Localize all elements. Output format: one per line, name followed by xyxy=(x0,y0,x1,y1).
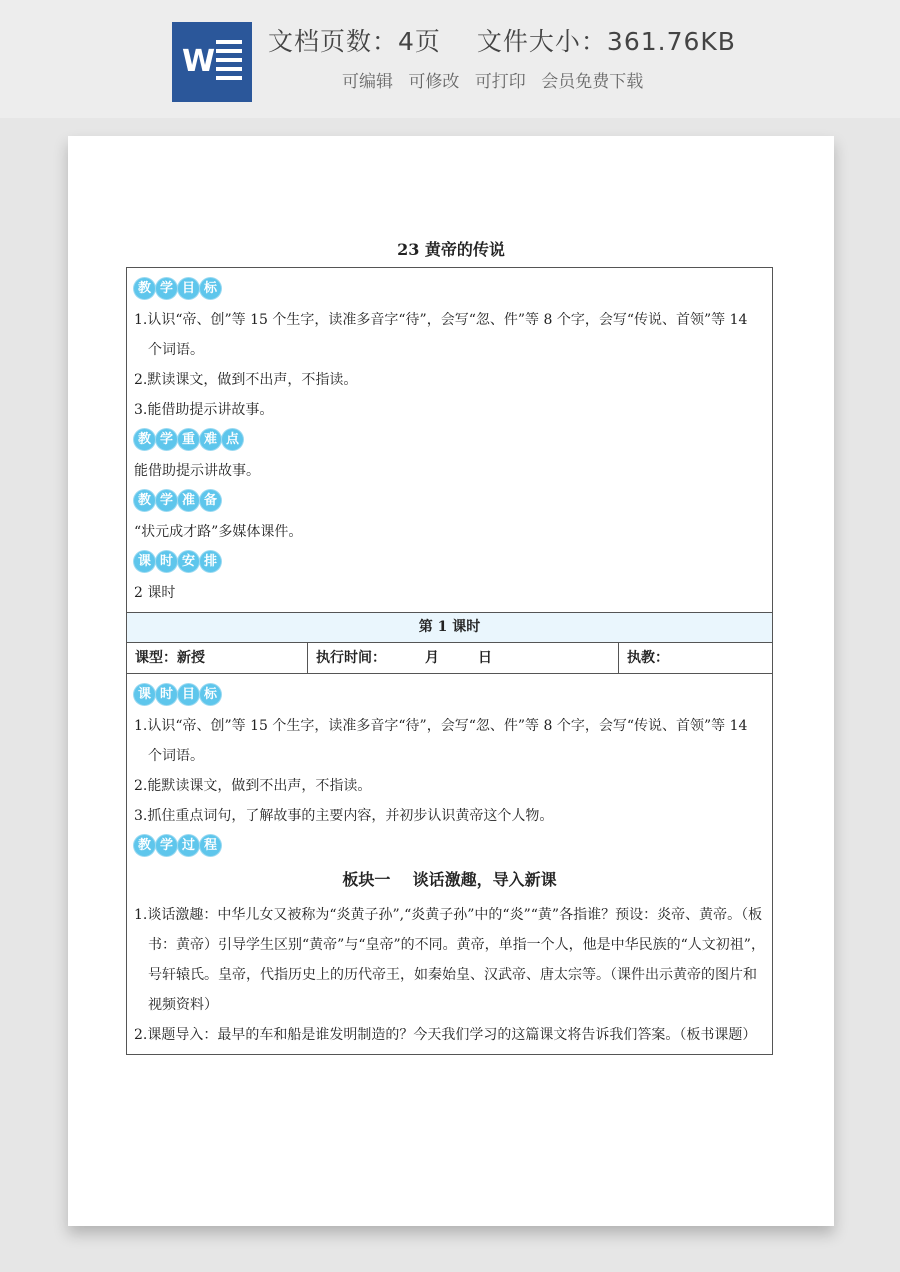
badge-char: 安 xyxy=(178,551,199,572)
badge-char: 学 xyxy=(156,490,177,511)
badge-char: 教 xyxy=(134,278,155,299)
goal-item: 1.认识“帝、创”等 15 个生字，读准多音字“待”，会写“忽、件”等 8 个字，会写“传说、首领”等 14 个词语。 xyxy=(134,312,748,358)
document-title: 23 黄帝的传说 xyxy=(397,240,505,259)
lesson-content-cell xyxy=(127,673,772,1054)
teaching-goals-badge xyxy=(134,278,765,299)
badge-char: 重 xyxy=(178,429,199,450)
overview-cell xyxy=(127,268,772,612)
goal-item: 3.能借助提示讲故事。 xyxy=(134,402,274,418)
badge-char: 学 xyxy=(156,835,177,856)
schedule-text: 2 课时 xyxy=(134,585,176,601)
key-points-text: 能借助提示讲故事。 xyxy=(134,463,260,479)
key-points-badge xyxy=(134,429,765,450)
perm-printable: 可打印 xyxy=(474,72,526,92)
section-heading: 板块一 谈话激趣，导入新课 xyxy=(342,870,557,889)
badge-char: 教 xyxy=(134,490,155,511)
lesson-goal-item: 1.认识“帝、创”等 15 个生字，读准多音字“待”，会写“忽、件”等 8 个字，会写“传说、首领”等 14 个词语。 xyxy=(134,718,748,764)
badge-char: 时 xyxy=(156,551,177,572)
badge-char: 标 xyxy=(200,278,221,299)
badge-char: 过 xyxy=(178,835,199,856)
badge-char: 课 xyxy=(134,551,155,572)
download-banner xyxy=(0,0,900,118)
badge-char: 课 xyxy=(134,684,155,705)
badge-char: 教 xyxy=(134,835,155,856)
badge-char: 点 xyxy=(222,429,243,450)
goal-item: 2.默读课文，做到不出声，不指读。 xyxy=(134,372,358,388)
badge-char: 排 xyxy=(200,551,221,572)
perm-modifiable: 可修改 xyxy=(408,72,460,92)
badge-char: 学 xyxy=(156,278,177,299)
badge-char: 备 xyxy=(200,490,221,511)
lesson-period-row: 第 1 课时 xyxy=(127,612,772,642)
document-stats xyxy=(268,22,736,58)
badge-char: 准 xyxy=(178,490,199,511)
badge-char: 程 xyxy=(200,835,221,856)
word-icon-letter: W xyxy=(182,44,216,79)
teaching-process-badge xyxy=(134,835,765,856)
preparation-badge xyxy=(134,490,765,511)
document-page xyxy=(68,136,834,1226)
badge-char: 标 xyxy=(200,684,221,705)
lesson-info-row xyxy=(127,642,772,673)
execution-time-cell: 执行时间： 月 日 xyxy=(308,643,619,673)
page-count: 文档页数：4页 xyxy=(268,27,441,56)
process-item: 2.课题导入：最早的车和船是谁发明制造的？今天我们学习的这篇课文将告诉我们答案。（板书课题） xyxy=(134,1027,757,1043)
teacher-cell: 执教： xyxy=(627,650,669,666)
schedule-badge xyxy=(134,551,765,572)
badge-char: 目 xyxy=(178,278,199,299)
document-permissions xyxy=(342,67,643,92)
lesson-type-cell: 课型：新授 xyxy=(127,643,308,673)
word-document-icon xyxy=(172,22,252,102)
perm-editable: 可编辑 xyxy=(342,72,393,92)
preparation-text: “状元成才路”多媒体课件。 xyxy=(134,524,303,540)
lesson-goals-badge xyxy=(134,684,765,705)
badge-char: 教 xyxy=(134,429,155,450)
badge-char: 难 xyxy=(200,429,221,450)
process-item: 1.谈话激趣：中华儿女又被称为“炎黄子孙”,“炎黄子孙”中的“炎”“黄”各指谁？预设：炎帝、黄帝。（板书：黄帝）引导学生区别“黄帝”与“皇帝”的不同。黄帝，单指一个人，他是中华民族的“人文初祖”，号轩辕氏。皇帝，代指历史上的历代帝王，如秦始皇、汉武帝、唐太宗等。（课件出示黄帝的图片和视频资料） xyxy=(134,907,765,1013)
lesson-goal-item: 2.能默读课文，做到不出声，不指读。 xyxy=(134,778,372,794)
badge-char: 时 xyxy=(156,684,177,705)
badge-char: 学 xyxy=(156,429,177,450)
lesson-goal-item: 3.抓住重点词句，了解故事的主要内容，并初步认识黄帝这个人物。 xyxy=(134,808,554,824)
perm-member-download: 会员免费下载 xyxy=(541,72,644,92)
file-size: 文件大小：361.76KB xyxy=(476,27,736,56)
badge-char: 目 xyxy=(178,684,199,705)
lesson-plan-table xyxy=(126,267,773,1055)
